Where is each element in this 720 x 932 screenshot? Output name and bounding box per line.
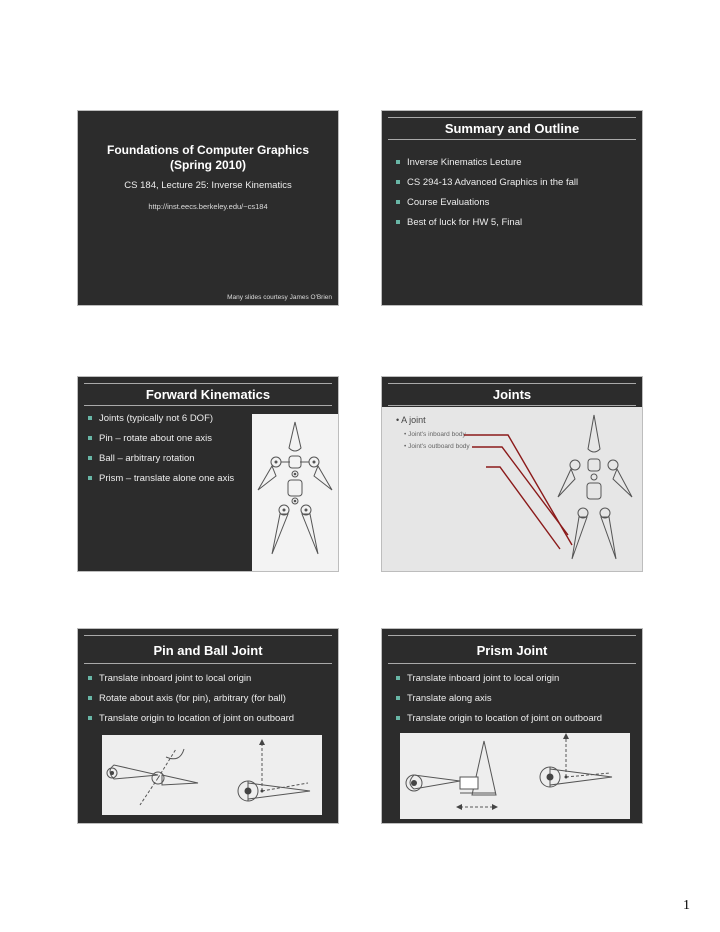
bullet-item: Translate origin to location of joint on outboard: [396, 713, 602, 724]
bullet-item: Rotate about axis (for pin), arbitrary (for ball): [88, 693, 294, 704]
slide-6-title: Prism Joint: [476, 643, 548, 658]
bullet-item: Translate origin to location of joint on outboard: [88, 713, 294, 724]
bullet-item: Best of luck for HW 5, Final: [396, 217, 578, 228]
slide-1: [77, 110, 339, 306]
bullet-item: Translate along axis: [396, 693, 602, 704]
title-rule-top: [84, 383, 332, 384]
title-rule-top: [388, 383, 636, 384]
bullet-square-icon: [396, 180, 400, 184]
skeleton-figure-image: [252, 414, 338, 571]
bullet-square-icon: [396, 696, 400, 700]
bullet-item: CS 294-13 Advanced Graphics in the fall: [396, 177, 578, 188]
bullet-item: Joints (typically not 6 DOF): [88, 413, 234, 424]
page-number: 1: [683, 898, 690, 913]
slide-3: [77, 376, 339, 572]
pin-ball-diagram-image: [102, 735, 322, 815]
slide-5-title: Pin and Ball Joint: [153, 643, 263, 658]
title-rule-bottom: [84, 405, 332, 406]
bullet-square-icon: [396, 676, 400, 680]
bullet-square-icon: [396, 160, 400, 164]
skeleton-figure-icon: [252, 414, 338, 571]
bullet-square-icon: [88, 456, 92, 460]
prism-diagram-image: [400, 733, 630, 819]
bullet-square-icon: [396, 200, 400, 204]
joints-inboard-label: • Joint's inboard body: [404, 431, 466, 438]
slide-2-title: Summary and Outline: [444, 121, 580, 136]
joints-diagram-icon: [382, 407, 642, 571]
bullet-item: Ball – arbitrary rotation: [88, 453, 234, 464]
bullet-item: Prism – translate alone one axis: [88, 473, 234, 484]
bullet-item: Translate inboard joint to local origin: [88, 673, 294, 684]
pin-ball-diagram-icon: [102, 735, 322, 815]
slide-4: [381, 376, 643, 572]
joints-main-label: • A joint: [396, 415, 426, 425]
bullet-item: Translate inboard joint to local origin: [396, 673, 602, 684]
bullet-item: Pin – rotate about one axis: [88, 433, 234, 444]
slide-6: [381, 628, 643, 824]
title-rule-bottom: [388, 663, 636, 664]
slide-1-credit: Many slides courtesy James O'Brien: [227, 294, 332, 301]
slide-1-title: Foundations of Computer Graphics: [106, 143, 309, 157]
title-rule-top: [388, 635, 636, 636]
slide-1-url: http://inst.eecs.berkeley.edu/~cs184: [148, 202, 268, 211]
bullet-square-icon: [88, 416, 92, 420]
title-rule-bottom: [84, 663, 332, 664]
bullet-square-icon: [88, 676, 92, 680]
joints-outboard-label: • Joint's outboard body: [404, 443, 470, 450]
slide-2-bullets: [396, 157, 578, 237]
bullet-square-icon: [88, 436, 92, 440]
slide-3-bullets: [88, 413, 234, 493]
prism-diagram-icon: [400, 733, 630, 819]
slide-2: [381, 110, 643, 306]
slide-4-title: Joints: [492, 387, 532, 402]
joints-diagram-image: [382, 407, 642, 571]
slide-1-subtitle: CS 184, Lecture 25: Inverse Kinematics: [124, 180, 292, 191]
bullet-square-icon: [88, 696, 92, 700]
title-rule-bottom: [388, 139, 636, 140]
bullet-square-icon: [88, 716, 92, 720]
bullet-item: Course Evaluations: [396, 197, 578, 208]
bullet-square-icon: [396, 220, 400, 224]
bullet-square-icon: [396, 716, 400, 720]
slide-5: [77, 628, 339, 824]
bullet-item: Inverse Kinematics Lecture: [396, 157, 578, 168]
slide-3-title: Forward Kinematics: [145, 387, 271, 402]
slide-1-title-line2: (Spring 2010): [169, 158, 247, 172]
bullet-square-icon: [88, 476, 92, 480]
slide-5-bullets: [88, 673, 294, 733]
title-rule-top: [84, 635, 332, 636]
slide-6-bullets: [396, 673, 602, 733]
title-rule-bottom: [388, 405, 636, 406]
title-rule-top: [388, 117, 636, 118]
